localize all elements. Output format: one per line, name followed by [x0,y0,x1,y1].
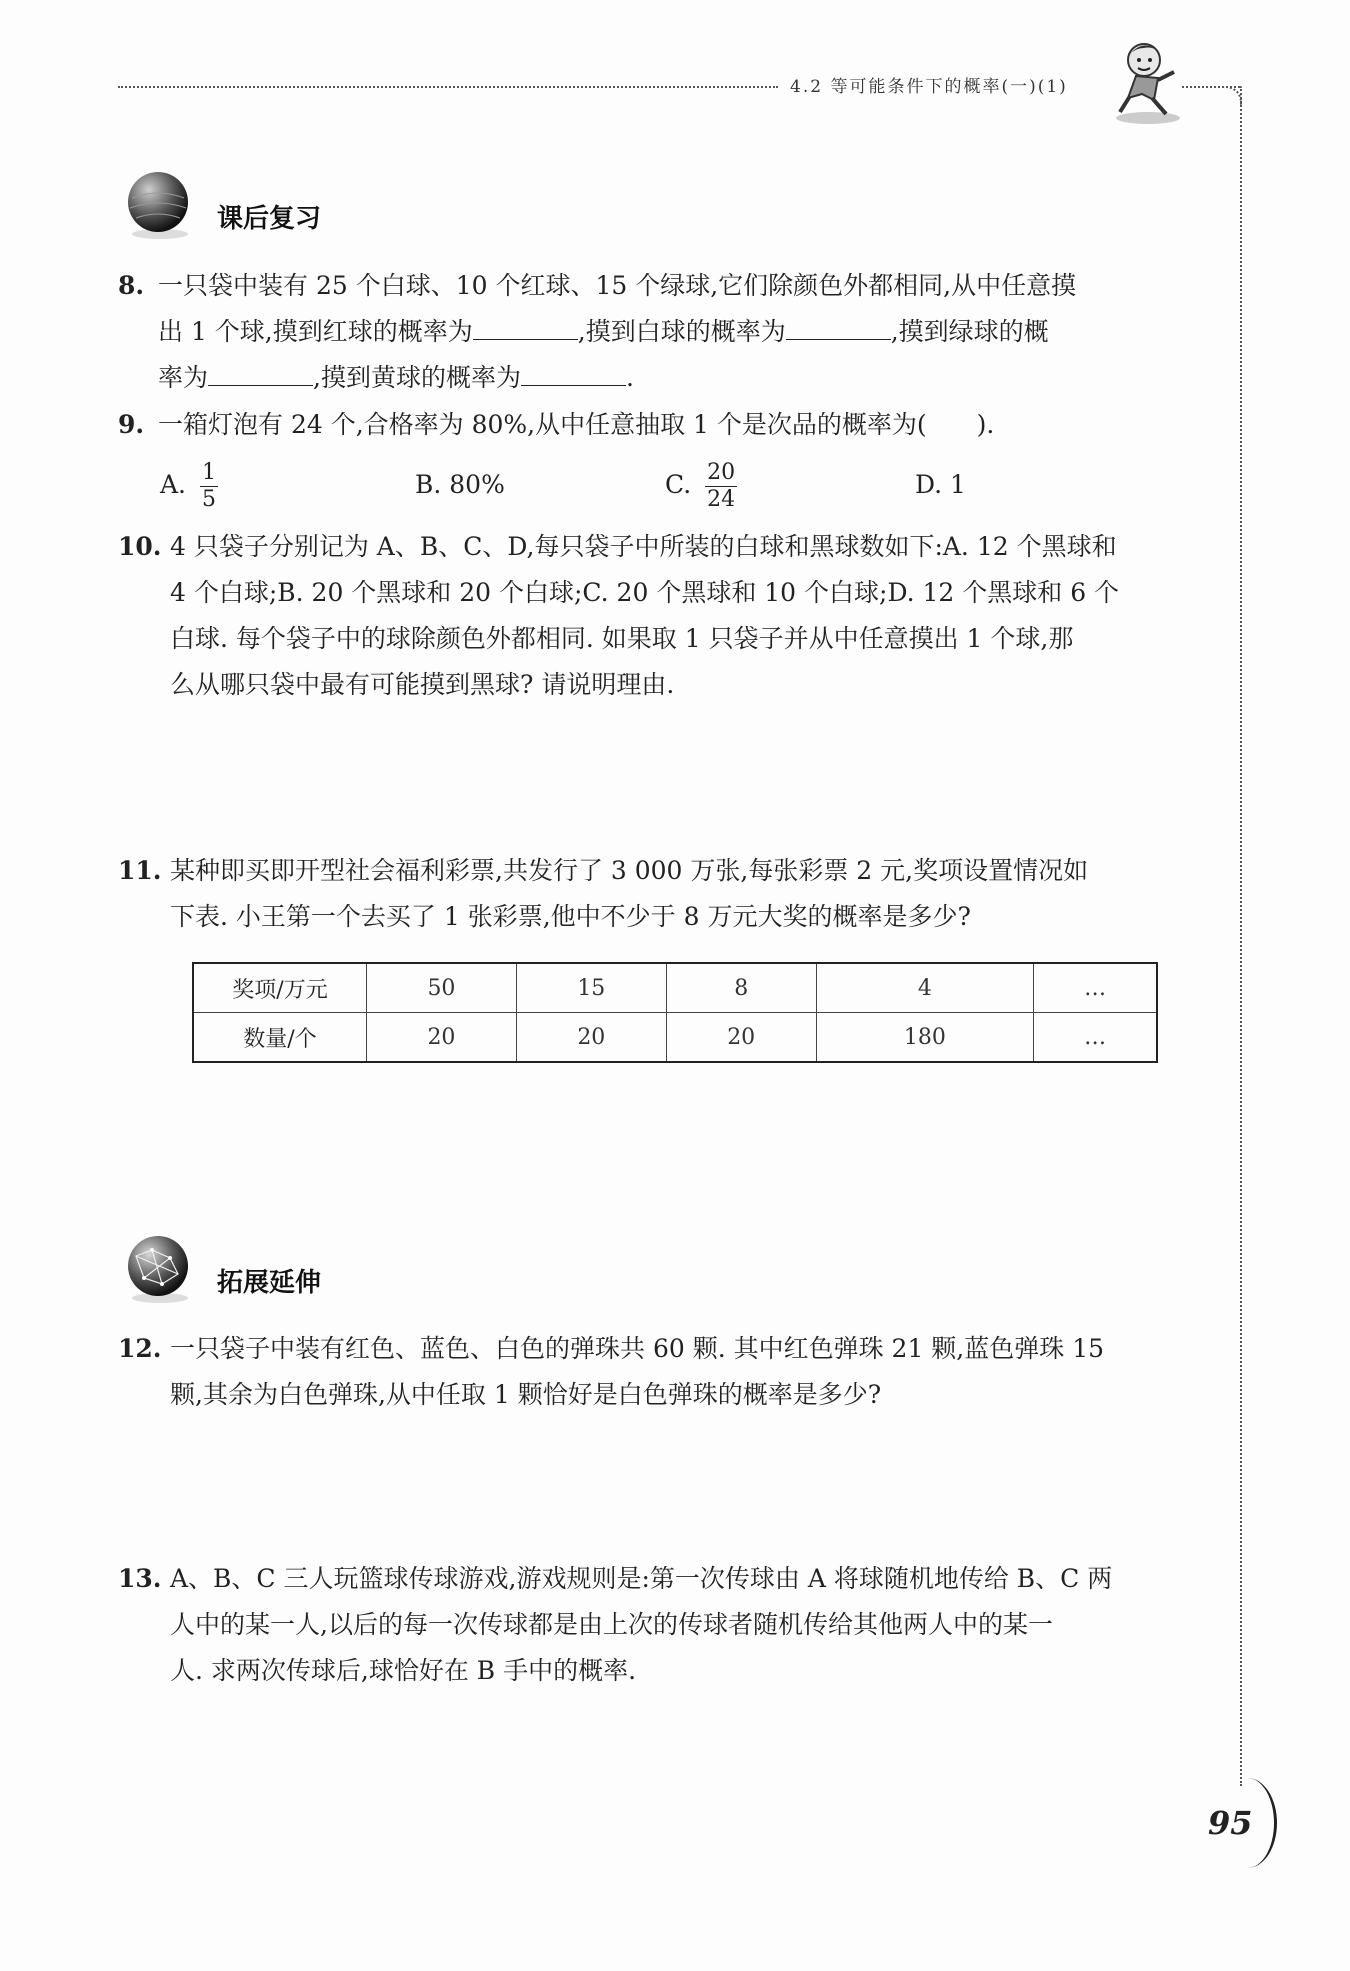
q8-line3-part2: ,摸到黄球的概率为 [313,363,521,392]
question-number: 12. [118,1334,162,1363]
header-section-title: 4.2 等可能条件下的概率(一)(1) [790,77,1068,97]
denominator: 24 [707,487,736,512]
table-cell: 4 [816,963,1034,1013]
question-number: 13. [118,1564,162,1593]
table-cell: 50 [367,963,517,1013]
table-cell: 180 [816,1013,1034,1063]
table-cell: 20 [516,1013,666,1063]
option-c[interactable] [665,460,737,513]
question-10 [118,524,1183,708]
q8-line3-part3: . [625,363,634,392]
q8-line1: 一只袋中装有 25 个白球、10 个红球、15 个绿球,它们除颜色外都相同,从中任意摸 [158,271,1077,300]
question-8 [118,263,1183,401]
section-review [122,168,422,248]
numerator: 1 [201,460,216,485]
option-c-label: C. [665,470,692,499]
q13-line2: 人中的某一人,以后的每一次传球都是由上次的传球者随机传给其他两人中的某一 [170,1610,1053,1639]
table-cell: … [1034,963,1157,1013]
q13-line3: 人. 求两次传球后,球恰好在 B 手中的概率. [170,1656,637,1685]
q10-line4: 么从哪只袋中最有可能摸到黑球? 请说明理由. [170,670,675,699]
question-12 [118,1326,1183,1418]
margin-dotted-rule [1240,86,1242,1786]
table-row [193,963,1157,1013]
answer-blank-yellow[interactable] [521,359,626,386]
network-globe-icon [122,1232,194,1304]
q10-line2: 4 个白球;B. 20 个黑球和 20 个白球;C. 20 个黑球和 10 个白球;D. 12 个黑球和 6 个 [170,578,1120,607]
question-number: 11. [118,856,162,885]
table-cell: 8 [666,963,816,1013]
q13-line1: A、B、C 三人玩篮球传球游戏,游戏规则是:第一次传球由 A 将球随机地传给 B、C 两 [170,1564,1113,1593]
q11-line1: 某种即买即开型社会福利彩票,共发行了 3 000 万张,每张彩票 2 元,奖项设置情况如 [170,856,1089,885]
q8-line2-part2: ,摸到白球的概率为 [577,317,786,346]
q8-line2-part3: ,摸到绿球的概 [890,317,1049,346]
answer-blank-green[interactable] [208,359,313,386]
table-cell: … [1034,1013,1157,1063]
table-row-header: 奖项/万元 [193,963,367,1013]
header-dotted-rule [118,86,778,88]
globe-ball-icon [122,168,194,240]
question-number: 9. [118,410,145,439]
question-number: 8. [118,271,145,300]
denominator: 5 [201,487,216,512]
answer-blank-white[interactable] [786,313,891,340]
prize-table [192,962,1158,1063]
table-cell: 15 [516,963,666,1013]
q9-options [160,458,1160,518]
q10-line1: 4 只袋子分别记为 A、B、C、D,每只袋子中所装的白球和黑球数如下:A. 12 个黑球和 [170,532,1117,561]
table-cell: 20 [367,1013,517,1063]
q12-line1: 一只袋子中装有红色、蓝色、白色的弹珠共 60 颗. 其中红色弹珠 21 颗,蓝色弹珠 15 [170,1334,1105,1363]
q10-line3: 白球. 每个袋子中的球除颜色外都相同. 如果取 1 只袋子并从中任意摸出 1 个球,那 [170,624,1074,653]
numerator: 20 [707,460,736,485]
section-title-extension: 拓展延伸 [217,1268,322,1298]
boy-running-mascot-icon [1108,38,1184,126]
q12-line2: 颗,其余为白色弹珠,从中任取 1 颗恰好是白色弹珠的概率是多少? [170,1380,882,1409]
table-row [193,1013,1157,1063]
table-cell: 20 [666,1013,816,1063]
q9-text: 一箱灯泡有 24 个,合格率为 80%,从中任意抽取 1 个是次品的概率为( ). [158,410,995,439]
answer-blank-red[interactable] [473,313,578,340]
q11-line2: 下表. 小王第一个去买了 1 张彩票,他中不少于 8 万元大奖的概率是多少? [170,902,971,931]
option-b[interactable]: B. 80% [415,470,505,499]
page-number: 95 [1208,1804,1253,1842]
option-a-label: A. [160,470,187,499]
margin-corner [1222,86,1242,106]
fraction [200,460,218,513]
option-d[interactable]: D. 1 [915,470,966,499]
q8-line3-part1: 率为 [158,363,209,392]
fraction [705,460,737,513]
section-title-review: 课后复习 [217,204,322,234]
option-a[interactable] [160,460,218,513]
question-13 [118,1556,1183,1694]
q8-line2-part1: 出 1 个球,摸到红球的概率为 [158,317,473,346]
table-row-header: 数量/个 [193,1013,367,1063]
question-number: 10. [118,532,162,561]
question-11 [118,848,1183,940]
section-extension [122,1232,422,1312]
question-9 [118,402,1183,448]
